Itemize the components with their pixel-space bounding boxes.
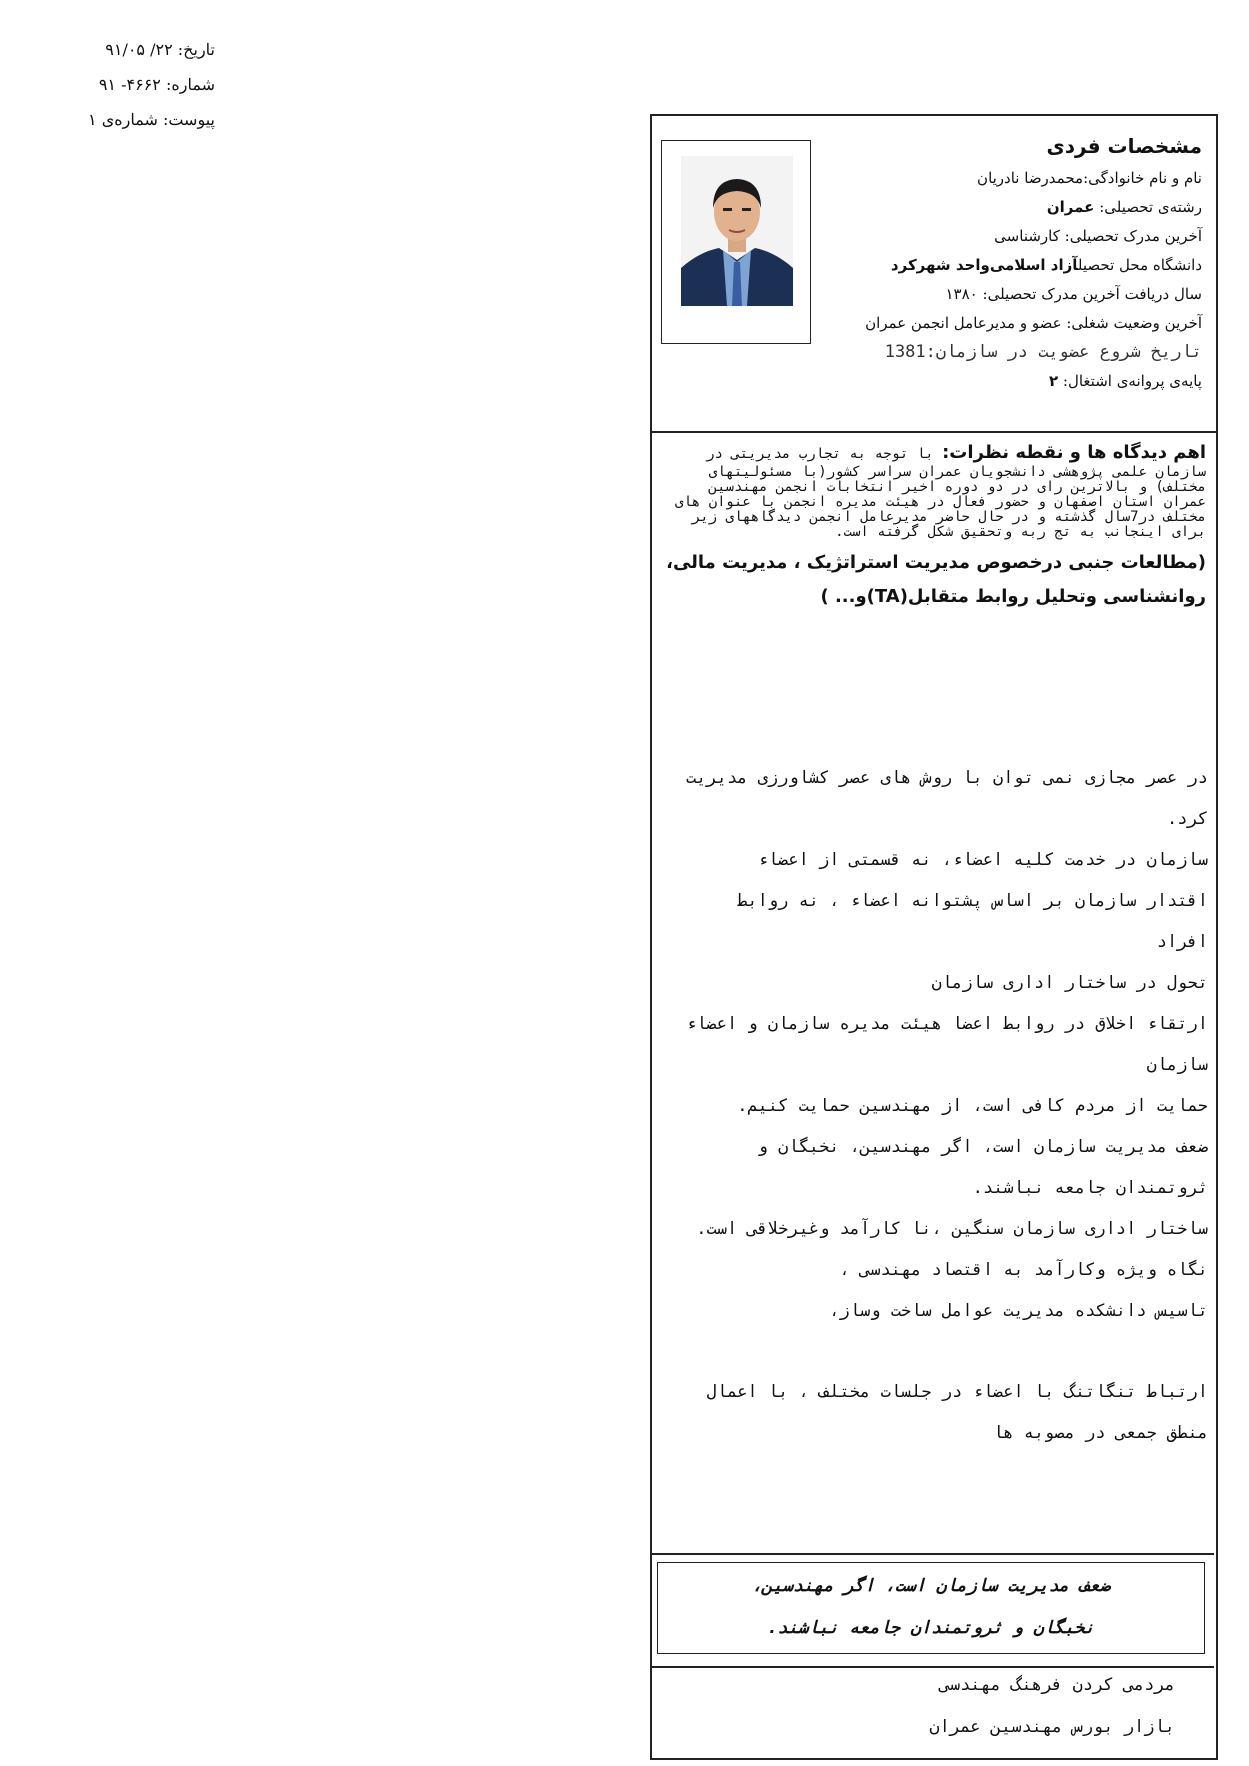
degree-label: آخرین مدرک تحصیلی: (1064, 227, 1202, 245)
membership-row: تاریخ شروع عضویت در سازمان:1381 (884, 342, 1202, 362)
letter-number: شماره: ۴۶۶۲- ۹۱ (98, 75, 215, 94)
job-value: عضو و مدیرعامل انجمن عمران (865, 314, 1062, 332)
job-label: آخرین وضعیت شغلی: (1066, 314, 1202, 332)
profile-frame (650, 114, 1218, 1760)
side-studies: (مطالعات جنبی درخصوص مدیریت استراتژیک ، مدیریت مالی، روانشناسی وتحلیل روابط متقابل(TA)و... ) (666, 552, 1206, 607)
license-label: پایه‌ی پروانه‌ی اشتغال: (1062, 372, 1202, 390)
viewpoints-text: با توجه به تجارب مدیریتی در سازمان علمی پژوهشی دانشجویان عمران سراسر کشور(با مسئولیتهای مختلف) و بالاترین رای در دو دوره اخیر انتخابات انجمن مهندسین عمران استان اصفهان و حضور فعال در هیئت مدیره انجمن با عنوان های مختلف در7سال گذشته و در حال حاضر مدیرعامل انجمن دیدگاههای زیر برای اینجانب به تج ربه وتحقیق شکل گرفته است. (674, 446, 1206, 540)
viewpoints-intro (662, 441, 1206, 540)
letter-attachment: پیوست: شماره‌ی ۱ (88, 110, 215, 129)
list-item: بازار بورس مهندسین عمران (929, 1717, 1175, 1737)
university-label: دانشگاه محل تحصیل (1077, 256, 1202, 274)
list-item: اقتدار سازمان بر اساس پشتوانه اعضاء ، نه روابط افراد (737, 891, 1208, 952)
name-value: محمدرضا نادریان (977, 169, 1084, 187)
viewpoints-list-tail (660, 1664, 1200, 1748)
viewpoints-heading: اهم دیدگاه ها و نقطه نظرات: (942, 442, 1206, 463)
viewpoints-list (680, 758, 1208, 1332)
list-item: ارتقاء اخلاق در روابط اعضا هیئت مدیره سازمان و اعضاء سازمان (686, 1014, 1208, 1075)
personal-title: مشخصات فردی (1046, 134, 1202, 158)
list-item: تحول در ساختار اداری سازمان (931, 973, 1208, 993)
name-label: نام و نام خانوادگی: (1083, 169, 1202, 187)
list-item: حمایت از مردم کافی است، از مهندسین حمایت کنیم. (737, 1096, 1208, 1116)
license-value: ۲ (1048, 372, 1059, 390)
list-item: ضعف مدیریت سازمان است، اگر مهندسین، نخبگان و ثروتمندان جامعه نباشند. (757, 1137, 1208, 1198)
personal-info-section (652, 116, 1216, 433)
quote-line-2: نخبگان و ثروتمندان جامعه نباشند. (767, 1618, 1095, 1638)
list-item: سازمان در خدمت کلیه اعضاء، نه قسمتی از اعضاء (757, 850, 1208, 870)
list-clip (652, 1372, 1216, 1443)
list-item: ارتباط تنگاتنگ با اعضاء در جلسات مختلف ، با اعمال منطق جمعی در مصوبه ها (706, 1382, 1208, 1443)
field-label: رشته‌ی تحصیلی: (1099, 198, 1202, 216)
year-row (802, 280, 1202, 309)
degree-value: کارشناسی (994, 227, 1060, 245)
quote-box (657, 1562, 1205, 1654)
license-row (802, 367, 1202, 396)
year-value: ۱۳۸۰ (945, 285, 978, 303)
university-row (802, 251, 1202, 280)
personal-details (802, 134, 1202, 396)
list-item: ساختار اداری سازمان سنگین ،نا کارآمد وغیرخلاقی است. (696, 1219, 1208, 1239)
letter-date: تاریخ: ۲۲/ ۹۱/۰۵ (105, 40, 215, 59)
year-label: سال دریافت آخرین مدرک تحصیلی: (982, 285, 1202, 303)
quote-callout (652, 1553, 1214, 1668)
quote-line-1: ضعف مدیریت سازمان است، اگر مهندسین، (751, 1576, 1111, 1596)
job-row (802, 309, 1202, 338)
degree-row (802, 222, 1202, 251)
university-value: آزاد اسلامی‌واحد شهرکرد (890, 256, 1078, 274)
name-row (802, 164, 1202, 193)
list-item: نگاه ویژه وکارآمد به اقتصاد مهندسی ، (839, 1260, 1208, 1280)
list-item: تاسیس دانشکده مدیریت عوامل ساخت وساز، (829, 1301, 1208, 1321)
field-value: عمران (1046, 198, 1095, 216)
candidate-photo (681, 156, 793, 306)
field-row (802, 193, 1202, 222)
list-item: در عصر مجازی نمی توان با روش های عصر کشاورزی مدیریت کرد. (686, 768, 1208, 829)
list-item: مردمی کردن فرهنگ مهندسی (939, 1675, 1175, 1695)
photo-frame (661, 140, 811, 344)
viewpoints-section (662, 441, 1206, 614)
letter-header (40, 40, 215, 145)
